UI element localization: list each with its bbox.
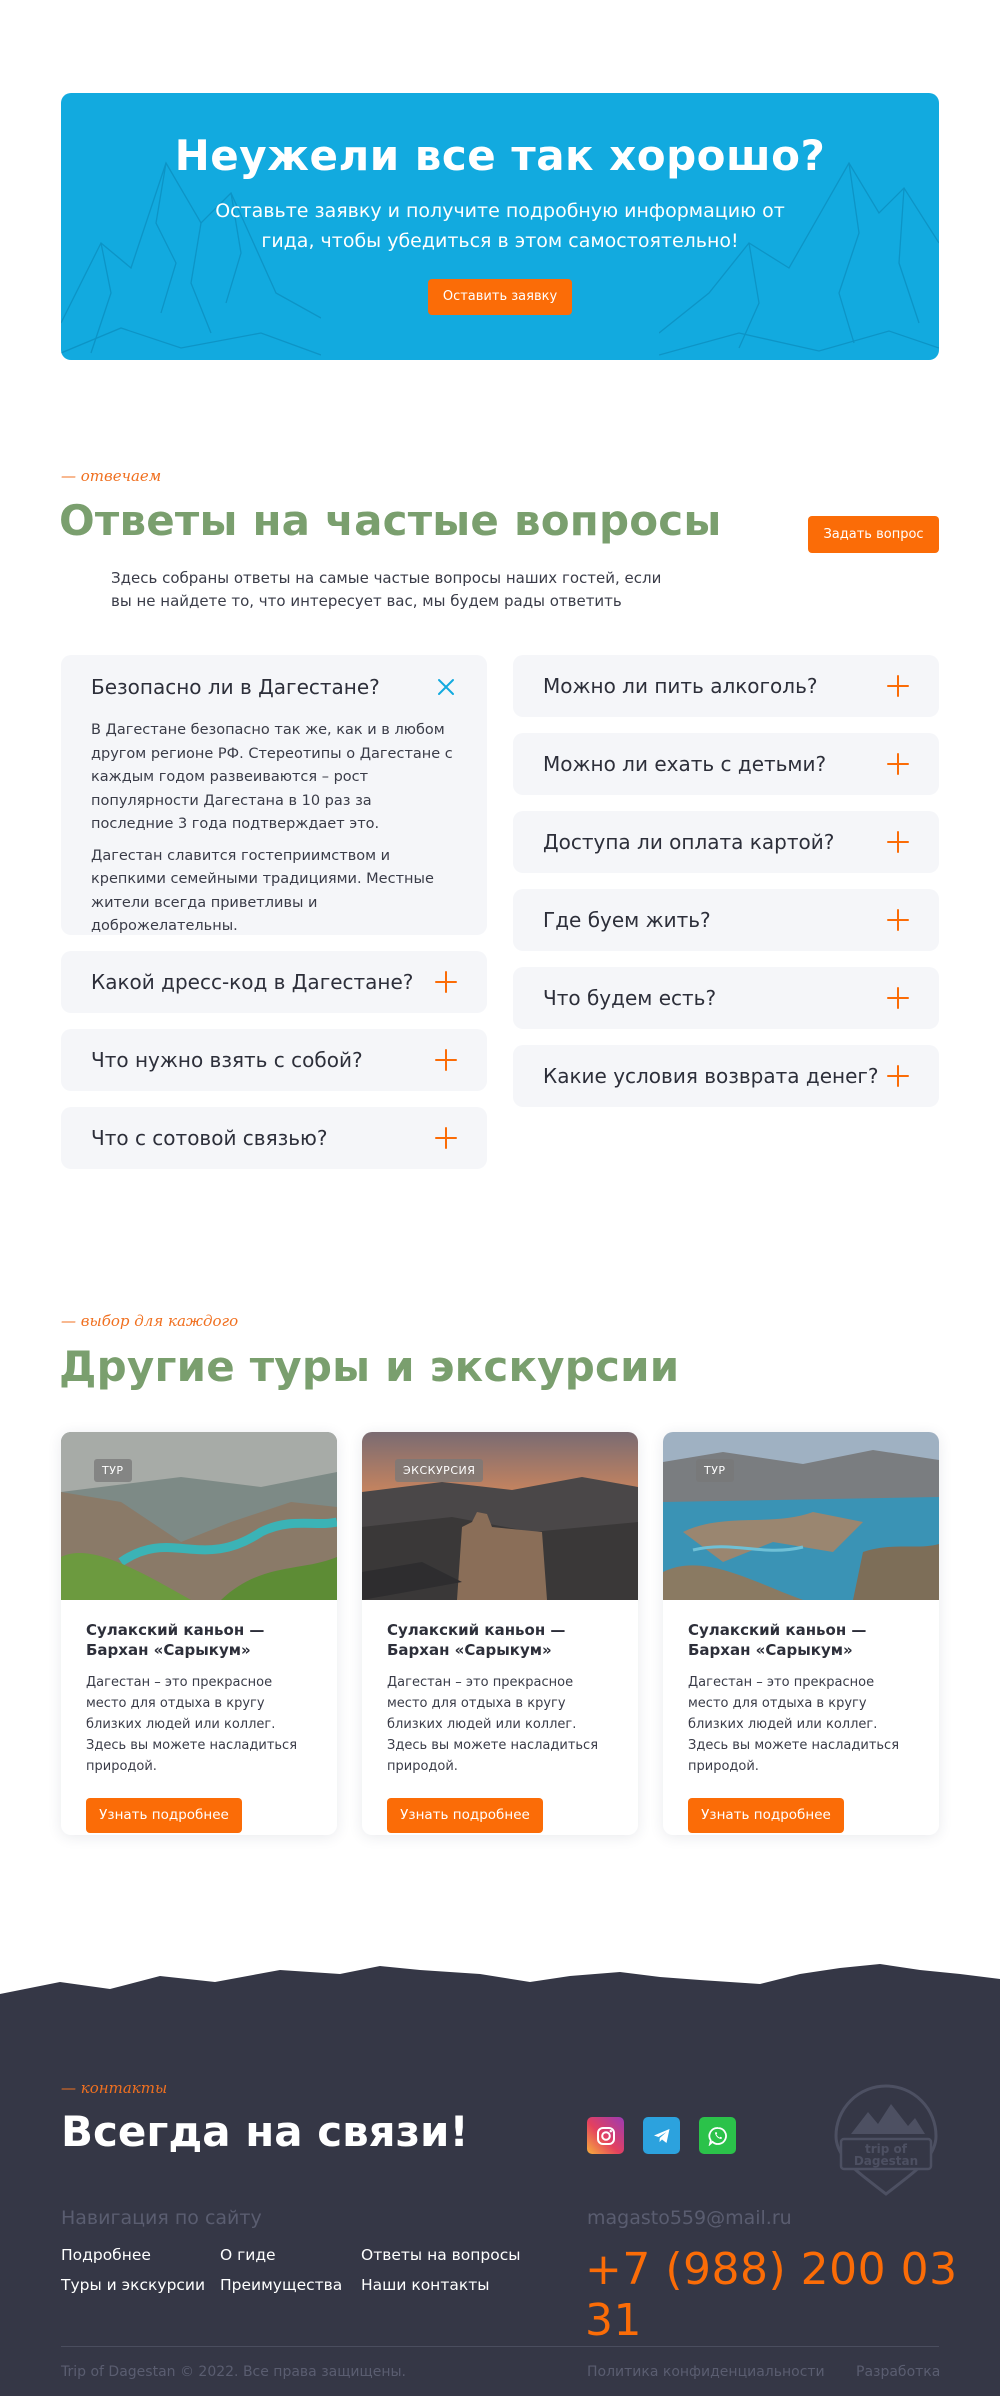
- nav-link-about-guide[interactable]: О гиде: [220, 2246, 276, 2264]
- nav-link-tours[interactable]: Туры и экскурсии: [61, 2276, 206, 2294]
- footer-divider: [61, 2346, 939, 2347]
- logo-line-2: Dagestan: [853, 2154, 919, 2168]
- faq-item-food[interactable]: [513, 967, 939, 1029]
- learn-more-button[interactable]: Узнать подробнее: [86, 1798, 242, 1833]
- tour-badge: ТУР: [696, 1459, 734, 1482]
- faq-item-card-payment[interactable]: [513, 811, 939, 873]
- tour-cards: [61, 1432, 939, 1835]
- faq-question-text: Можно ли ехать с детьми?: [543, 752, 827, 776]
- faq-question-text: Можно ли пить алкоголь?: [543, 674, 818, 698]
- faq-question-text: Что нужно взять с собой?: [91, 1048, 363, 1072]
- faq-question-text: Какой дресс-код в Дагестане?: [91, 970, 414, 994]
- close-icon[interactable]: [435, 676, 457, 698]
- faq-column-left: [61, 655, 487, 1185]
- faq-question[interactable]: [543, 811, 909, 873]
- nav-link-faq[interactable]: Ответы на вопросы: [361, 2246, 521, 2264]
- plus-icon[interactable]: [887, 1065, 909, 1087]
- faq-question[interactable]: [543, 1045, 909, 1107]
- copyright: Trip of Dagestan © 2022. Все права защищены.: [61, 2364, 406, 2380]
- lake-image: [663, 1432, 939, 1600]
- tour-card-title: Сулакский каньон — Бархан «Сарыкум»: [387, 1621, 566, 1659]
- tour-photo-canyon: [61, 1432, 337, 1600]
- faq-question-text: Доступа ли оплата картой?: [543, 830, 835, 854]
- plus-icon[interactable]: [435, 1127, 457, 1149]
- faq-item-what-to-bring[interactable]: [61, 1029, 487, 1091]
- ask-question-button[interactable]: Задать вопрос: [808, 516, 939, 553]
- learn-more-button[interactable]: Узнать подробнее: [688, 1798, 844, 1833]
- faq-item-dress-code[interactable]: [61, 951, 487, 1013]
- faq-item-children[interactable]: [513, 733, 939, 795]
- tour-card-title: Сулакский каньон — Бархан «Сарыкум»: [86, 1621, 265, 1659]
- faq-item-safety[interactable]: [61, 655, 487, 935]
- faq-question-text: Где буем жить?: [543, 908, 711, 932]
- cta-text: Оставьте заявку и получите подробную информацию от гида, чтобы убедиться в этом самостоятельно!: [215, 200, 785, 252]
- nav-link-details[interactable]: Подробнее: [61, 2246, 151, 2264]
- whatsapp-icon[interactable]: [699, 2117, 736, 2154]
- social-links: [587, 2117, 736, 2154]
- contact-email[interactable]: magasto559@mail.ru: [587, 2207, 792, 2229]
- faq-question-text: Что будем есть?: [543, 986, 717, 1010]
- faq-item-refund[interactable]: [513, 1045, 939, 1107]
- tour-card[interactable]: [362, 1432, 638, 1835]
- cta-title: Неужели все так хорошо?: [174, 131, 826, 180]
- tour-card-title: Сулакский каньон — Бархан «Сарыкум»: [688, 1621, 867, 1659]
- faq-item-mobile-network[interactable]: [61, 1107, 487, 1169]
- faq-question[interactable]: [543, 889, 909, 951]
- developer-link[interactable]: Разработка: [856, 2364, 941, 2380]
- plus-icon[interactable]: [887, 987, 909, 1009]
- plus-icon[interactable]: [435, 1049, 457, 1071]
- contacts-eyebrow: — контакты: [61, 2079, 168, 2097]
- faq-intro: Здесь собраны ответы на самые частые вопросы наших гостей, если вы не найдете то, что интересует вас, мы будем рады ответить: [111, 569, 662, 610]
- learn-more-button[interactable]: Узнать подробнее: [387, 1798, 543, 1833]
- faq-question[interactable]: [91, 951, 457, 1013]
- faq-answer-paragraph: Дагестан славится гостеприимством и крепкими семейными традициями. Местные жители всегда приветливы и доброжелательны.: [91, 847, 434, 934]
- trip-of-dagestan-logo: [833, 2084, 939, 2196]
- leave-request-button[interactable]: Оставить заявку: [428, 279, 572, 315]
- tour-card-text: Дагестан – это прекрасное место для отдыха в кругу близких людей или коллег. Здесь вы можете насладиться природой.: [387, 1675, 599, 1774]
- faq-question-text: Что с сотовой связью?: [91, 1126, 328, 1150]
- tour-card[interactable]: [61, 1432, 337, 1835]
- faq-title: Ответы на частые вопросы: [59, 496, 722, 545]
- site-navigation-title: Навигация по сайту: [61, 2207, 262, 2229]
- faq-question[interactable]: [91, 655, 457, 719]
- faq-item-accommodation[interactable]: [513, 889, 939, 951]
- tours-eyebrow: — выбор для каждого: [61, 1312, 239, 1330]
- faq-question[interactable]: [91, 1029, 457, 1091]
- tour-card-text: Дагестан – это прекрасное место для отдыха в кругу близких людей или коллег. Здесь вы можете насладиться природой.: [688, 1675, 900, 1774]
- logo-line-1: trip of: [865, 2142, 907, 2156]
- plus-icon[interactable]: [887, 909, 909, 931]
- faq-question[interactable]: [543, 655, 909, 717]
- faq-question[interactable]: [543, 967, 909, 1029]
- tour-photo-fortress: [362, 1432, 638, 1600]
- plus-icon[interactable]: [435, 971, 457, 993]
- fortress-image: [362, 1432, 638, 1600]
- plus-icon[interactable]: [887, 831, 909, 853]
- tour-badge: ТУР: [94, 1459, 132, 1482]
- faq-answer-paragraph: В Дагестане безопасно так же, как и в любом другом регионе РФ. Стереотипы о Дагестане с каждым годом развеиваются – рост популярности Дагестана в 10 раз за последние 3 года подтверждает это.: [91, 722, 453, 832]
- plus-icon[interactable]: [887, 675, 909, 697]
- tours-title: Другие туры и экскурсии: [59, 1342, 680, 1391]
- tour-card[interactable]: [663, 1432, 939, 1835]
- faq-question[interactable]: [543, 733, 909, 795]
- faq-eyebrow: — отвечаем: [61, 467, 162, 485]
- plus-icon[interactable]: [887, 753, 909, 775]
- tour-card-text: Дагестан – это прекрасное место для отдыха в кругу близких людей или коллег. Здесь вы можете насладиться природой.: [86, 1675, 298, 1774]
- nav-link-contacts[interactable]: Наши контакты: [361, 2276, 490, 2294]
- faq-column-right: [513, 655, 939, 1123]
- contact-phone[interactable]: +7 (988) 200 03 31: [585, 2244, 958, 2346]
- faq-question[interactable]: [91, 1107, 457, 1169]
- instagram-icon[interactable]: [587, 2117, 624, 2154]
- nav-link-advantages[interactable]: Преимущества: [220, 2276, 343, 2294]
- privacy-policy-link[interactable]: Политика конфиденциальности: [587, 2364, 825, 2380]
- faq-item-alcohol[interactable]: [513, 655, 939, 717]
- tour-badge: ЭКСКУРСИЯ: [395, 1459, 483, 1482]
- tour-photo-lake: [663, 1432, 939, 1600]
- canyon-image: [61, 1432, 337, 1600]
- faq-question-text: Какие условия возврата денег?: [543, 1064, 879, 1088]
- cta-banner: [61, 93, 939, 360]
- faq-answer: [91, 719, 457, 939]
- telegram-icon[interactable]: [643, 2117, 680, 2154]
- footer-title: Всегда на связи!: [61, 2107, 469, 2156]
- faq-question-text: Безопасно ли в Дагестане?: [91, 675, 380, 699]
